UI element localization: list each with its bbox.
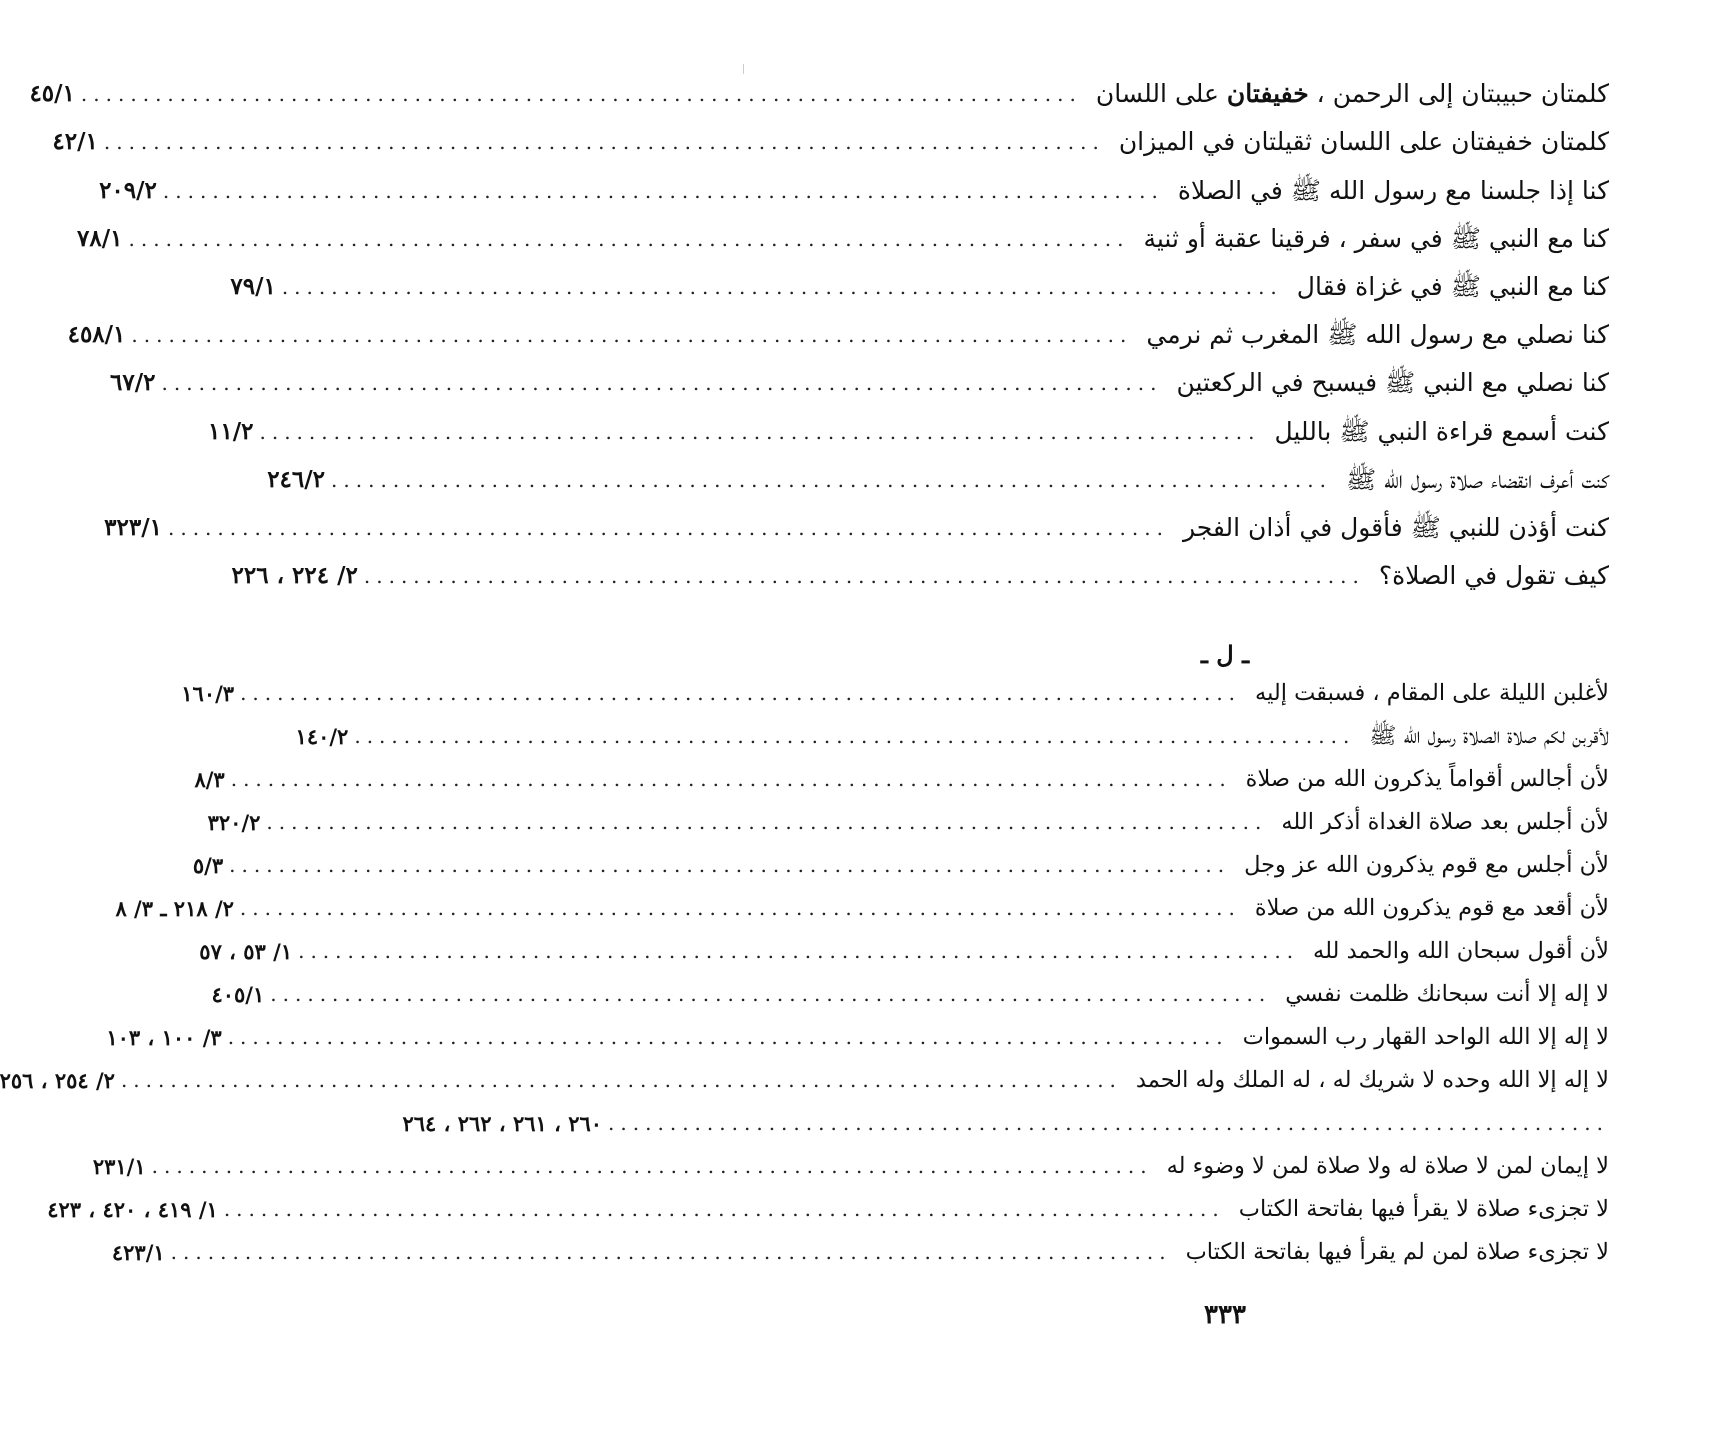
entry-text: كنت أعرف انقضاء صلاة رسول الله ﷺ: [1345, 464, 1609, 494]
leader-dots: .................................................................................: [162, 178, 1164, 203]
leader-dots: .................................................................................: [167, 515, 1169, 540]
leader-dots: .................................................................................: [170, 1240, 1172, 1264]
entry-text: كنا نصلي مع النبي ﷺ فيسبح في الركعتين: [1176, 368, 1609, 398]
page-number: ٣٣٣: [1204, 1300, 1246, 1330]
entry-text: لا إله إلا أنت سبحانك ظلمت نفسي: [1285, 981, 1609, 1007]
leader-dots: .................................................................................: [230, 767, 1232, 791]
leader-dots: .................................................................................: [80, 82, 1082, 107]
leader-dots: .................................................................................: [331, 467, 1332, 492]
entry-reference: ٧٩/١: [230, 272, 276, 300]
entry-reference: ٢٠٩/٢: [99, 176, 157, 204]
leader-dots: .................................................................................: [363, 564, 1365, 589]
entry-reference: ٢/ ٢١٨ ـ ٣/ ٨: [115, 896, 234, 921]
index-entry: [181, 672, 1609, 715]
leader-dots: .................................................................................: [266, 810, 1268, 834]
index-section-lam: [0, 672, 1609, 1274]
index-section-kaf: [29, 70, 1609, 600]
index-entry: [267, 456, 1609, 504]
section-header-lam: ـ ل ـ: [1200, 640, 1250, 669]
leader-dots: .................................................................................: [151, 1154, 1153, 1178]
index-entry: [230, 263, 1609, 311]
leader-dots: .................................................................................: [128, 226, 1130, 251]
leader-dots: .................................................................................: [120, 1068, 1122, 1092]
entry-reference: ٢/ ٢٥٤ ، ٢٥٦: [0, 1068, 115, 1093]
index-entry: [29, 70, 1609, 118]
entry-text: كنا إذا جلسنا مع رسول الله ﷺ في الصلاة: [1177, 175, 1609, 205]
leader-dots: .................................................................................: [259, 419, 1261, 444]
index-entry: [110, 359, 1609, 407]
entry-reference: ١٦٠/٣: [181, 681, 235, 706]
leader-dots: .................................................................................: [354, 724, 1356, 748]
entry-text: لأقربن لكم صلاة الصلاة رسول الله ﷺ: [1369, 723, 1609, 749]
index-entry: [111, 1231, 1609, 1274]
index-entry: [47, 1188, 1609, 1231]
entry-reference: ٢٦٠ ، ٢٦١ ، ٢٦٢ ، ٢٦٤: [402, 1111, 603, 1136]
entry-text: لأن أجلس مع قوم يذكرون الله عز وجل: [1244, 852, 1609, 878]
entry-text: كنت أسمع قراءة النبي ﷺ بالليل: [1274, 416, 1609, 446]
leader-dots: .................................................................................: [270, 982, 1272, 1006]
index-entry: [67, 311, 1609, 359]
leader-dots: .................................................................................: [240, 681, 1242, 705]
entry-reference: ٢/ ٢٢٤ ، ٢٢٦: [231, 562, 358, 590]
index-entry: [77, 215, 1609, 263]
leader-dots: .................................................................................: [131, 323, 1133, 348]
entry-text: كيف تقول في الصلاة؟: [1378, 561, 1609, 591]
entry-reference: ١١/٢: [208, 417, 254, 445]
entry-reference: ١/ ٥٣ ، ٥٧: [199, 939, 293, 964]
entry-text: لأن أقول سبحان الله والحمد لله: [1313, 938, 1609, 964]
entry-reference: ٤٠٥/١: [211, 982, 265, 1007]
entry-reference: ٤٢٣/١: [111, 1240, 165, 1265]
entry-reference: ٦٧/٢: [110, 369, 156, 397]
entry-reference: ٤٥/١: [29, 80, 75, 108]
index-entry: [106, 1016, 1609, 1059]
entry-text: لا إيمان لمن لا صلاة له ولا صلاة لمن لا وضوء له: [1166, 1153, 1609, 1179]
index-entry-continuation: [402, 1102, 1609, 1145]
index-entry: [208, 407, 1609, 455]
leader-dots: .................................................................................: [281, 274, 1283, 299]
leader-dots: .................................................................................: [103, 130, 1105, 155]
index-entry: [104, 504, 1609, 552]
entry-text: لا إله إلا الله الواحد القهار رب السموات: [1242, 1024, 1609, 1050]
entry-reference: ١٤٠/٢: [295, 724, 349, 749]
index-entry: [295, 715, 1609, 758]
entry-reference: ١/ ٤١٩ ، ٤٢٠ ، ٤٢٣: [47, 1197, 218, 1222]
entry-reference: ٢٣١/١: [92, 1154, 146, 1179]
entry-text: لا تجزىء صلاة لا يقرأ فيها بفاتحة الكتاب: [1238, 1196, 1609, 1222]
entry-reference: ٥/٣: [192, 853, 224, 878]
index-entry: [92, 1145, 1609, 1188]
leader-dots: .................................................................................: [161, 371, 1163, 396]
entry-text: لأن أجلس بعد صلاة الغداة أذكر الله: [1281, 809, 1609, 835]
leader-dots: .................................................................................: [223, 1197, 1225, 1221]
entry-reference: ٤٥٨/١: [67, 321, 126, 349]
index-entry: [52, 118, 1609, 166]
entry-text: لأغلبن الليلة على المقام ، فسبقت إليه: [1255, 680, 1609, 706]
index-entry: [211, 973, 1609, 1016]
entry-text: كنا مع النبي ﷺ في سفر ، فرقينا عقبة أو ثنية: [1143, 223, 1609, 253]
entry-reference: ٢٤٦/٢: [267, 465, 326, 493]
entry-text: كلمتان خفيفتان على اللسان ثقيلتان في الميزان: [1118, 127, 1609, 157]
entry-text: كنت أؤذن للنبي ﷺ فأقول في أذان الفجر: [1182, 512, 1609, 542]
index-entry: [231, 552, 1609, 600]
entry-reference: ٣٢٠/٢: [207, 810, 261, 835]
index-entry: [0, 1059, 1609, 1102]
entry-text: لا تجزىء صلاة لمن لم يقرأ فيها بفاتحة الكتاب: [1185, 1239, 1609, 1265]
entry-text: كلمتان حبيبتان إلى الرحمن ، خفيفتان على اللسان: [1095, 79, 1609, 109]
index-entry: [199, 930, 1609, 973]
index-entry: [192, 844, 1609, 887]
leader-dots: .................................................................................: [239, 896, 1241, 920]
index-entry: [115, 887, 1609, 930]
index-entry: [99, 166, 1609, 214]
leader-dots: .................................................................................: [608, 1111, 1609, 1135]
index-entry: [194, 758, 1609, 801]
entry-text: كنا نصلي مع رسول الله ﷺ المغرب ثم نرمي: [1146, 320, 1609, 350]
entry-reference: ٤٢/١: [52, 128, 98, 156]
index-entry: [207, 801, 1609, 844]
leader-dots: .................................................................................: [227, 1025, 1229, 1049]
entry-reference: ٣/ ١٠٠ ، ١٠٣: [106, 1025, 222, 1050]
entry-text: كنا مع النبي ﷺ في غزاة فقال: [1296, 271, 1609, 301]
entry-text: لا إله إلا الله وحده لا شريك له ، له الملك وله الحمد: [1135, 1067, 1609, 1093]
entry-reference: ٨/٣: [194, 767, 225, 792]
leader-dots: .................................................................................: [298, 939, 1300, 963]
entry-text: لأن أقعد مع قوم يذكرون الله من صلاة: [1254, 895, 1609, 921]
entry-reference: ٧٨/١: [77, 224, 123, 252]
entry-text: لأن أجالس أقواماً يذكرون الله من صلاة: [1245, 766, 1609, 792]
leader-dots: .................................................................................: [229, 853, 1231, 877]
entry-reference: ٣٢٣/١: [104, 513, 162, 541]
